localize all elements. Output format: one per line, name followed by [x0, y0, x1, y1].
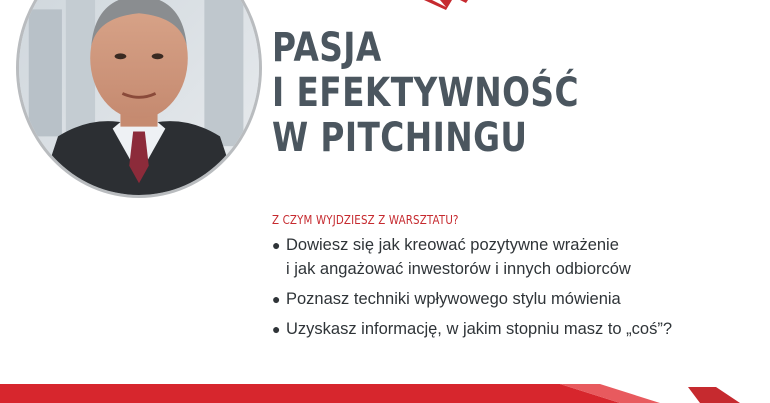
list-item-text: Poznasz techniki wpływowego stylu mówienia: [286, 290, 621, 308]
workshop-subtitle: Z CZYM WYJDZIESZ Z WARSZTATU?: [272, 212, 459, 227]
headline-line-3: W PITCHINGU: [272, 115, 528, 161]
headline-line-1: PASJA: [272, 25, 382, 71]
list-item: [272, 233, 672, 281]
bullet-icon: ●: [272, 237, 281, 253]
list-item: [272, 317, 672, 341]
list-item-text: Dowiesz się jak kreować pozytywne wrażenie: [286, 236, 619, 254]
bullet-icon: ●: [272, 291, 281, 307]
bottom-accent-band: [0, 379, 770, 403]
list-item-text: Uzyskasz informację, w jakim stopniu masz to „coś”?: [286, 320, 673, 338]
benefits-list: [272, 233, 672, 347]
headline-line-2: I EFEKTYWNOŚĆ: [272, 70, 579, 116]
headline: [272, 26, 579, 161]
list-item: [272, 287, 672, 311]
list-item-text: i jak angażować inwestorów i innych odbiorców: [286, 260, 631, 278]
presenter-portrait: [16, 0, 262, 198]
bullet-icon: ●: [272, 321, 281, 337]
